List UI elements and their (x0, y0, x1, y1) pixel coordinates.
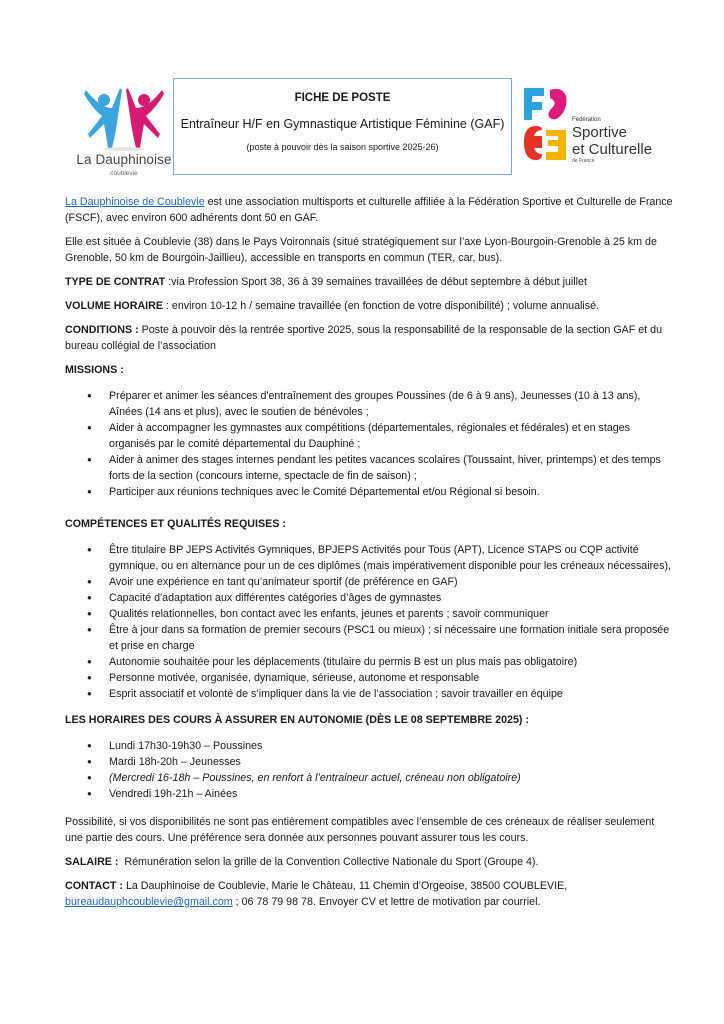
email-link[interactable]: bureaudauphcoublevie@gmail.com (65, 896, 233, 908)
salary-text: Rémunération selon la grille de la Convention Collective Nationale du Sport (Groupe 4). (118, 856, 539, 868)
association-link[interactable]: La Dauphinoise de Coublevie (65, 196, 205, 208)
hours-paragraph (65, 298, 675, 314)
availability-note: (poste à pouvoir dès la saison sportive 2025-26) (246, 142, 439, 152)
gymnasts-logo-icon (82, 86, 166, 152)
document-title: FICHE DE POSTE (294, 92, 391, 104)
list-item: ● Lundi 17h30-19h30 – Poussines (109, 738, 675, 754)
conditions-text: Poste à pouvoir dès la rentrée sportive 2025, sous la responsabilité de la responsable de la section GAF et du bureau collégial de l’association (65, 324, 663, 352)
contract-paragraph (65, 274, 675, 290)
possibility-paragraph: Possibilité, si vos disponibilités ne sont pas entièrement compatibles avec l’ensemble de ces créneaux de réaliser seulement une partie des cours. Une préférence sera donnée aux personnes pouvant assurer tous les cours. (65, 816, 655, 844)
list-item: ● Préparer et animer les séances d'entraînement des groupes Poussines (de 6 à 9 ans), Jeunesses (10 à 13 ans), Aînées (14 ans et plus), avec le soutien de bénévoles ; (109, 388, 675, 420)
list-item: ● Vendredi 19h-21h – Ainées (109, 786, 675, 802)
skills-list (65, 542, 675, 702)
list-item: ● Avoir une expérience en tant qu’animateur sportif (de préférence en GAF) (109, 574, 675, 590)
la-dauphinoise-logo (72, 86, 176, 186)
conditions-label: CONDITIONS : (65, 324, 139, 336)
list-item: ● Mardi 18h-20h – Jeunesses (109, 754, 675, 770)
list-item: ● Être titulaire BP JEPS Activités Gymniques, BPJEPS Activités pour Tous (APT), Licence STAPS ou CQP activité gymnique, ou en alternance pour un de ces diplômes (mais impérativement disponible pour les créneaux nécessaires), (109, 542, 675, 574)
skills-heading: COMPÉTENCES ET QUALITÉS REQUISES : (65, 518, 286, 530)
intro-text: est une association multisports et culturelle affiliée à la Fédération Sportive et Culturelle de France (FSCF), avec environ 600 adhérents dont 50 en GAF. (65, 196, 673, 224)
intro-paragraph (65, 194, 675, 226)
contact-paragraph (65, 878, 675, 910)
salary-label: SALAIRE : (65, 856, 119, 868)
fscf-line3: et Culturelle (572, 141, 653, 158)
list-item: ● Autonomie souhaitée pour les déplacements (titulaire du permis B est un plus mais pas obligatoire) (109, 654, 675, 670)
title-box (173, 78, 512, 175)
list-item: ● Capacité d'adaptation aux différentes catégories d’âges de gymnastes (109, 590, 675, 606)
schedule-list (65, 738, 675, 802)
fscf-line4: de France (572, 158, 595, 164)
position-title: Entraîneur H/F en Gymnastique Artistique Féminine (GAF) (180, 117, 505, 131)
contract-label: TYPE DE CONTRAT (65, 276, 166, 288)
logo-subtitle: coublevie (110, 170, 138, 177)
missions-list (65, 388, 675, 500)
location-paragraph: Elle est située à Coublevie (38) dans le Pays Voironnais (situé stratégiquement sur l’axe Lyon-Bourgoin-Grenoble à 25 km de Grenoble, 50 km de Bourgoin-Jaillieu), accessible en transports en commun (TER, car, bus). (65, 236, 657, 264)
contact-text: La Dauphinoise de Coublevie, Marie le Château, 11 Chemin d’Orgeoise, 38500 COUBLEVIE, (122, 880, 568, 892)
list-item: ● Qualités relationnelles, bon contact avec les enfants, jeunes et parents ; savoir communiquer (109, 606, 675, 622)
list-item: ● (Mercredi 16-18h – Poussines, en renfort à l’entraineur actuel, créneau non obligatoire) (109, 770, 675, 786)
list-item: ● Aider à animer des stages internes pendant les petites vacances scolaires (Toussaint, hiver, printemps) et des temps forts de la section (concours interne, spectacle de fin de saison) ; (109, 452, 675, 484)
fscf-line1: Fédération (572, 117, 601, 123)
fscf-logo (522, 86, 682, 172)
fscf-mark-icon (522, 86, 570, 166)
contact-after: ; 06 78 79 98 78. Envoyer CV et lettre de motivation par courriel. (232, 896, 541, 908)
fscf-line2: Sportive (572, 124, 628, 141)
salary-paragraph (65, 854, 675, 870)
fscf-wordmark (572, 116, 682, 165)
logo-name: La Dauphinoise (76, 152, 172, 167)
list-item: ● Participer aux réunions techniques avec le Comité Départemental et/ou Régional si besoin. (109, 484, 675, 500)
contact-label: CONTACT : (65, 880, 123, 892)
list-item: ● Aider à accompagner les gymnastes aux compétitions (départementales, régionales et fédérales) et en stages organisés par le comité départemental du Dauphiné ; (109, 420, 675, 452)
missions-heading: MISSIONS : (65, 364, 124, 376)
hours-text: : environ 10-12 h / semaine travaillée (en fonction de votre disponibilité) ; volume annualisé. (162, 300, 600, 312)
conditions-paragraph (65, 322, 675, 354)
schedule-heading: LES HORAIRES DES COURS À ASSURER EN AUTONOMIE (DÈS LE 08 SEPTEMBRE 2025) : (65, 714, 529, 726)
list-item: ● Esprit associatif et volonté de s’impliquer dans la vie de l’association ; savoir travailler en équipe (109, 686, 675, 702)
contract-text: :via Profession Sport 38, 36 à 39 semaines travaillées de début septembre à début juillet (165, 276, 587, 288)
document-body (65, 194, 675, 918)
list-item: ● Être à jour dans sa formation de premier secours (PSC1 ou mieux) ; si nécessaire une formation initiale sera proposée et prise en charge (109, 622, 675, 654)
list-item: ● Personne motivée, organisée, dynamique, sérieuse, autonome et responsable (109, 670, 675, 686)
hours-label: VOLUME HORAIRE (65, 300, 163, 312)
